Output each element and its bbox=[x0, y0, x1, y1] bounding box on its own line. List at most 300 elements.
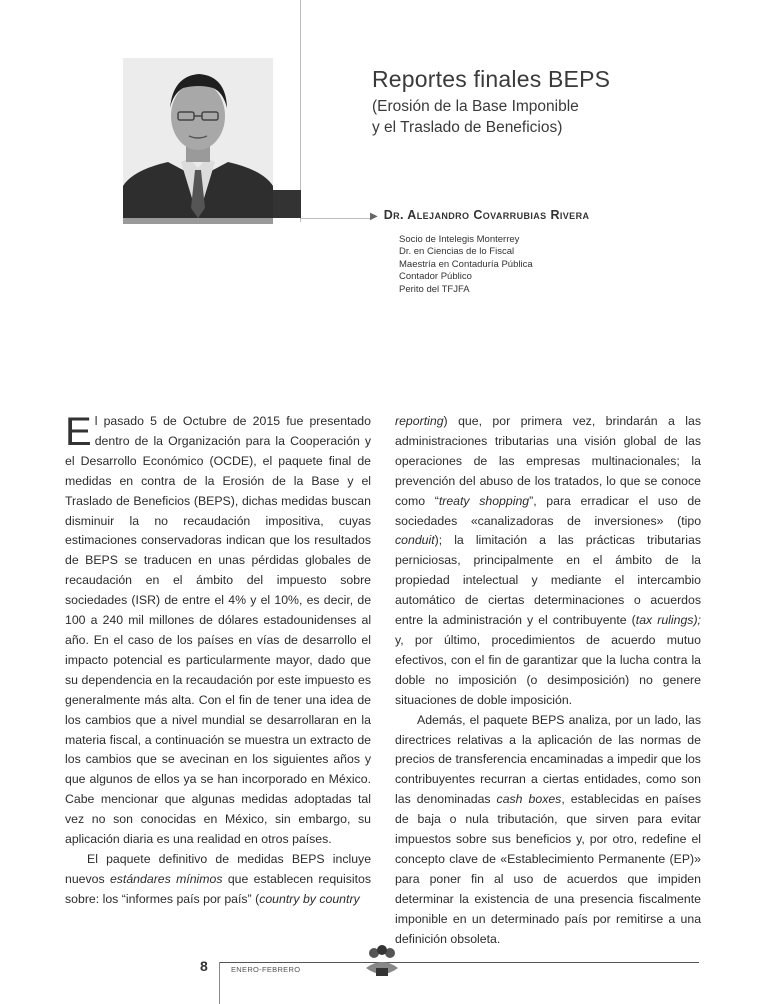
author-name: Dr. Alejandro Covarrubias Rivera bbox=[383, 208, 590, 222]
word: no bbox=[154, 513, 168, 528]
author-byline bbox=[370, 208, 589, 222]
word: fue bbox=[286, 414, 304, 428]
header-divider-horizontal bbox=[300, 218, 372, 219]
word bbox=[420, 872, 430, 886]
word: México, bbox=[225, 812, 268, 827]
word: determinado bbox=[490, 911, 560, 926]
word: las bbox=[395, 792, 411, 807]
word: tener bbox=[273, 692, 302, 707]
word: evitar bbox=[670, 812, 701, 827]
word: sociedades bbox=[395, 513, 458, 528]
word: aplicación bbox=[65, 832, 120, 847]
word: de bbox=[136, 772, 151, 787]
word: siguientes bbox=[273, 752, 329, 767]
word: país bbox=[176, 891, 200, 906]
word bbox=[680, 454, 692, 468]
word bbox=[574, 533, 586, 547]
word: poner bbox=[429, 871, 462, 886]
word: lo bbox=[606, 473, 616, 488]
word: la bbox=[522, 732, 532, 747]
word: concepto bbox=[395, 851, 445, 866]
word: conservadoras bbox=[141, 533, 222, 548]
emphasis-word: reporting bbox=[395, 414, 444, 428]
word: a bbox=[668, 911, 676, 926]
word: la bbox=[129, 513, 140, 528]
word: (EP)» bbox=[669, 851, 701, 866]
word: a bbox=[668, 414, 675, 428]
word: la bbox=[204, 473, 215, 488]
word: de bbox=[158, 632, 173, 647]
word: entre bbox=[182, 593, 211, 608]
word: contra bbox=[653, 652, 688, 667]
word: en bbox=[155, 672, 170, 687]
word: BEPS bbox=[85, 553, 118, 568]
word bbox=[183, 573, 197, 587]
word bbox=[133, 474, 141, 488]
word: ellos bbox=[154, 772, 180, 787]
word: 2015 bbox=[252, 414, 281, 428]
word bbox=[538, 573, 551, 587]
word: analiza, bbox=[568, 712, 611, 727]
word: pérdidas bbox=[251, 553, 299, 568]
word bbox=[641, 593, 651, 607]
word bbox=[616, 434, 624, 448]
word: para bbox=[395, 871, 420, 886]
word: vez bbox=[65, 812, 85, 827]
word: los bbox=[65, 712, 81, 727]
word bbox=[600, 633, 611, 647]
word bbox=[484, 872, 494, 886]
word: de bbox=[598, 732, 613, 747]
word bbox=[595, 414, 605, 428]
emphasis-word: shopping bbox=[479, 493, 530, 508]
word: un bbox=[636, 712, 651, 727]
word: las bbox=[618, 732, 635, 747]
word bbox=[617, 872, 627, 886]
word bbox=[457, 514, 471, 528]
word: de bbox=[687, 732, 701, 747]
word bbox=[409, 812, 418, 826]
word: alta. bbox=[171, 692, 195, 707]
word: que bbox=[135, 712, 157, 727]
word: obsoleta. bbox=[450, 931, 501, 946]
word: que bbox=[566, 812, 587, 827]
article-subtitle bbox=[372, 96, 579, 138]
word bbox=[229, 852, 237, 866]
word bbox=[327, 573, 341, 587]
credential-item: Contador Público bbox=[399, 271, 472, 283]
word bbox=[449, 673, 459, 687]
word: potencial bbox=[113, 652, 163, 667]
word: con bbox=[450, 652, 471, 667]
word: el bbox=[638, 493, 649, 508]
word: desarrollo bbox=[302, 632, 357, 647]
word: de bbox=[687, 493, 702, 508]
word: como bbox=[645, 772, 677, 787]
word: Además, bbox=[417, 712, 466, 727]
word: perniciosas, bbox=[395, 553, 461, 568]
word: que bbox=[164, 792, 186, 807]
word: de bbox=[215, 851, 230, 866]
word: determinar bbox=[395, 891, 454, 906]
word: BEPS bbox=[531, 712, 565, 727]
footer-rule bbox=[219, 962, 699, 963]
word bbox=[286, 474, 294, 488]
word: impuestos bbox=[395, 832, 452, 847]
word: medidas bbox=[237, 851, 284, 866]
word bbox=[461, 553, 474, 567]
word: por bbox=[414, 632, 433, 647]
word: Octubre bbox=[182, 414, 227, 428]
word bbox=[456, 812, 465, 826]
word: y bbox=[527, 613, 534, 628]
word: en bbox=[566, 553, 580, 568]
word: millones bbox=[149, 613, 195, 628]
word bbox=[84, 812, 92, 826]
word: en bbox=[145, 573, 160, 588]
word: de bbox=[134, 433, 149, 448]
word: de bbox=[395, 812, 409, 827]
word: los bbox=[65, 752, 81, 767]
word: global bbox=[623, 433, 657, 448]
word bbox=[517, 673, 527, 687]
word bbox=[404, 633, 415, 647]
word: de bbox=[163, 414, 177, 428]
word: visión bbox=[584, 433, 616, 448]
word bbox=[487, 434, 495, 448]
word: a bbox=[160, 712, 168, 727]
word: Erosión bbox=[222, 473, 265, 488]
word: de bbox=[199, 613, 213, 628]
word: la bbox=[293, 473, 304, 488]
word bbox=[624, 573, 637, 587]
word bbox=[629, 673, 639, 687]
word: de bbox=[65, 553, 79, 568]
word: ciertas bbox=[488, 593, 525, 608]
word: o bbox=[449, 812, 457, 827]
word: sirven bbox=[595, 812, 629, 827]
word: por bbox=[492, 414, 511, 428]
word: l bbox=[94, 414, 98, 428]
word: de bbox=[357, 593, 372, 608]
word: recaudación bbox=[183, 513, 251, 528]
word: 240 bbox=[102, 613, 124, 628]
word: la bbox=[606, 652, 616, 667]
word: En bbox=[93, 632, 109, 647]
word: intercambio bbox=[637, 573, 701, 588]
word: acuerdo bbox=[611, 632, 656, 647]
word: en bbox=[343, 712, 357, 727]
word: definición bbox=[395, 931, 447, 946]
word: que bbox=[581, 652, 603, 667]
word: resultados bbox=[314, 533, 371, 548]
word: país bbox=[564, 911, 588, 926]
word: Desarrollo bbox=[80, 453, 137, 468]
word: entre bbox=[395, 613, 424, 628]
footer-divider bbox=[219, 962, 220, 1004]
word: “informes bbox=[121, 891, 174, 906]
word: ámbito bbox=[196, 573, 234, 588]
word: desimposición) bbox=[547, 672, 630, 687]
word bbox=[656, 434, 664, 448]
word: de bbox=[567, 513, 581, 528]
word: nuevos bbox=[65, 871, 105, 886]
word bbox=[580, 454, 592, 468]
word: impedir bbox=[617, 752, 658, 767]
word: pasado bbox=[103, 414, 144, 428]
word: «canalizadoras bbox=[470, 513, 554, 528]
word: es bbox=[358, 672, 372, 687]
word: tributación, bbox=[497, 812, 558, 827]
word: sociedades bbox=[65, 593, 128, 608]
word: dentro bbox=[94, 433, 130, 448]
word: directrices bbox=[395, 732, 452, 747]
word bbox=[624, 593, 634, 607]
word: los bbox=[685, 752, 701, 767]
word bbox=[441, 812, 450, 826]
word: dado bbox=[317, 652, 346, 667]
word: de bbox=[534, 891, 549, 906]
word bbox=[105, 812, 113, 826]
word bbox=[325, 852, 333, 866]
word bbox=[524, 593, 534, 607]
word: ( bbox=[631, 613, 636, 628]
word: existencia bbox=[474, 891, 530, 906]
word bbox=[571, 494, 581, 508]
word: se bbox=[124, 553, 138, 568]
word bbox=[580, 553, 593, 567]
word: a bbox=[144, 732, 152, 747]
word: cambios bbox=[85, 752, 132, 767]
word: de bbox=[438, 752, 452, 767]
word: el bbox=[691, 832, 702, 847]
word: la bbox=[428, 613, 438, 628]
word bbox=[653, 673, 663, 687]
author-credentials bbox=[399, 234, 533, 296]
word: impositiva, bbox=[265, 513, 324, 528]
emphasis-word: by bbox=[302, 891, 316, 906]
word bbox=[442, 533, 454, 547]
word: algunos bbox=[89, 772, 133, 787]
word: una bbox=[556, 433, 577, 448]
article-title: Reportes finales BEPS bbox=[372, 66, 611, 92]
word: establecidas bbox=[570, 792, 640, 807]
word: Organización bbox=[168, 433, 241, 448]
word bbox=[557, 872, 567, 886]
word: de bbox=[505, 652, 520, 667]
word: es bbox=[167, 652, 181, 667]
word bbox=[284, 852, 292, 866]
word bbox=[518, 573, 531, 587]
emphasis-word: rulings); bbox=[657, 613, 701, 628]
word: (o bbox=[526, 672, 538, 687]
word: el bbox=[474, 652, 485, 667]
word bbox=[132, 573, 146, 587]
word bbox=[648, 494, 658, 508]
word bbox=[504, 872, 514, 886]
word: vez, bbox=[572, 414, 596, 428]
word: su bbox=[65, 672, 78, 687]
word bbox=[168, 514, 183, 528]
word bbox=[264, 474, 272, 488]
word: procedimientos bbox=[491, 632, 575, 647]
word: operaciones bbox=[395, 453, 462, 468]
word: impacto bbox=[65, 652, 109, 667]
word bbox=[480, 633, 491, 647]
word: es bbox=[306, 593, 320, 608]
word: incluye bbox=[332, 851, 372, 866]
word: de bbox=[464, 593, 479, 608]
word: de bbox=[543, 871, 557, 886]
word: por bbox=[615, 712, 633, 727]
word: se bbox=[200, 772, 214, 787]
word: recaudación bbox=[65, 573, 132, 588]
word: brindarán bbox=[605, 414, 658, 428]
emphasis-word: boxes bbox=[528, 792, 562, 807]
word: Traslado bbox=[65, 493, 113, 508]
word: de bbox=[164, 593, 179, 608]
word: una bbox=[553, 891, 575, 906]
word bbox=[197, 474, 205, 488]
word: más bbox=[144, 692, 168, 707]
word: la bbox=[691, 652, 702, 667]
word: y bbox=[364, 752, 372, 767]
emphasis-word: treaty bbox=[438, 493, 470, 508]
word: de bbox=[663, 433, 678, 448]
word: la bbox=[691, 553, 702, 568]
word: la bbox=[361, 712, 371, 727]
word: incorporado bbox=[242, 772, 307, 787]
word: ); bbox=[434, 533, 443, 548]
word bbox=[648, 872, 658, 886]
word: el bbox=[614, 573, 625, 588]
word bbox=[577, 434, 585, 448]
word: años bbox=[333, 752, 361, 767]
body-column-right bbox=[395, 412, 701, 949]
word: recurran bbox=[480, 772, 526, 787]
word: otro, bbox=[612, 832, 638, 847]
word: una bbox=[173, 832, 194, 847]
word: transferencia bbox=[455, 752, 527, 767]
word: a bbox=[90, 613, 98, 628]
word bbox=[98, 852, 106, 866]
word: unas bbox=[218, 553, 245, 568]
word: los bbox=[176, 632, 193, 647]
word: mayor, bbox=[275, 652, 313, 667]
word: los bbox=[252, 752, 269, 767]
word: en bbox=[645, 792, 659, 807]
word bbox=[562, 414, 572, 428]
word: materia bbox=[65, 732, 107, 747]
word bbox=[527, 533, 539, 547]
word: conocidas bbox=[140, 812, 196, 827]
word: el bbox=[592, 553, 603, 568]
word: de bbox=[255, 692, 270, 707]
word: uso bbox=[513, 871, 534, 886]
word: 10%, bbox=[274, 593, 303, 608]
word bbox=[448, 414, 458, 428]
word: de bbox=[586, 632, 600, 647]
word: doble bbox=[477, 692, 508, 707]
word: encaminadas bbox=[530, 752, 604, 767]
word: continuación bbox=[155, 732, 225, 747]
word bbox=[139, 514, 154, 528]
word: principalmente bbox=[473, 553, 554, 568]
word: el bbox=[262, 453, 273, 468]
word: que bbox=[627, 871, 648, 886]
emphasis-word: country bbox=[259, 891, 300, 906]
word: el bbox=[260, 593, 271, 608]
word: de bbox=[357, 692, 372, 707]
word: buscan bbox=[331, 493, 371, 508]
word: fin bbox=[470, 871, 484, 886]
word: una bbox=[305, 692, 327, 707]
word: y bbox=[531, 573, 538, 588]
word: países bbox=[197, 632, 234, 647]
word bbox=[464, 533, 476, 547]
word: son bbox=[113, 812, 133, 827]
word: automático bbox=[395, 593, 456, 608]
word: (BEPS), bbox=[193, 493, 239, 508]
word: ciertas bbox=[542, 772, 580, 787]
word: de bbox=[284, 632, 298, 647]
emphasis-word bbox=[470, 494, 480, 508]
word bbox=[679, 553, 692, 567]
word: sin bbox=[275, 812, 291, 827]
word: no bbox=[639, 672, 653, 687]
word: de bbox=[183, 473, 197, 488]
paragraph-intro bbox=[65, 412, 371, 850]
word: sobre: bbox=[65, 891, 100, 906]
word bbox=[217, 812, 225, 826]
word: y, bbox=[576, 832, 585, 847]
word bbox=[324, 514, 339, 528]
word bbox=[575, 633, 586, 647]
word: mediante bbox=[550, 573, 602, 588]
word: garantizar bbox=[523, 652, 578, 667]
author-photo bbox=[123, 58, 273, 218]
word: Cooperación bbox=[290, 433, 360, 448]
word: dependencia bbox=[81, 672, 152, 687]
word: 4% bbox=[228, 593, 247, 608]
word: determinaciones bbox=[534, 593, 625, 608]
word bbox=[537, 673, 547, 687]
body-column-left bbox=[65, 412, 371, 910]
word: estadounidenses bbox=[263, 613, 357, 628]
word: y bbox=[347, 473, 354, 488]
word: que bbox=[350, 652, 371, 667]
word: ámbito bbox=[615, 553, 653, 568]
word: ”, bbox=[529, 493, 537, 508]
word: del bbox=[459, 473, 476, 488]
word: nivel bbox=[171, 712, 198, 727]
word: el bbox=[361, 632, 371, 647]
word: de bbox=[116, 493, 130, 508]
word: al bbox=[361, 613, 372, 628]
word: establecen bbox=[253, 871, 314, 886]
word: mutuo bbox=[666, 632, 701, 647]
word: medidas bbox=[281, 493, 328, 508]
word: es bbox=[156, 832, 170, 847]
word: los bbox=[294, 533, 310, 548]
emphasis-word: country bbox=[319, 891, 360, 906]
word bbox=[233, 573, 247, 587]
word: remitirse bbox=[616, 911, 664, 926]
word: los bbox=[102, 891, 119, 906]
word: y, bbox=[395, 632, 404, 647]
word: se bbox=[227, 732, 241, 747]
word: acuerdos bbox=[650, 593, 702, 608]
